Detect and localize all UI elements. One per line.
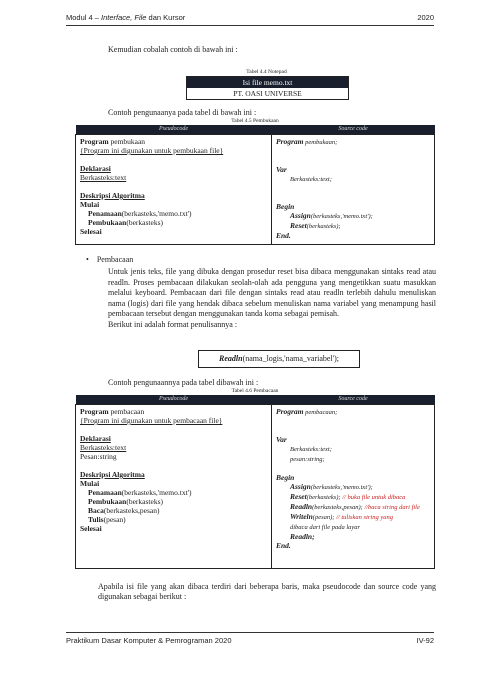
code-token: Selesai: [80, 227, 102, 236]
paragraph-pembacaan: [108, 267, 436, 330]
code-line: [80, 164, 267, 173]
code-token: pembacaan: [108, 407, 145, 416]
code-line: [80, 443, 267, 452]
code-token: Deskripsi Algoritma: [80, 191, 145, 200]
table45-head-pseudocode: Pseudocode: [76, 125, 272, 135]
page-header: [66, 13, 434, 26]
code-line: [276, 454, 430, 464]
code-line: [80, 137, 267, 146]
code-token: {Program ini digunakan untuk pembukaan file}: [80, 146, 224, 155]
code-token: Reset: [290, 221, 307, 230]
code-token: Penamaan: [88, 209, 122, 218]
format-keyword: Readln: [219, 354, 243, 363]
code-line: [80, 497, 267, 506]
code-line: [276, 165, 430, 174]
code-token: Program: [276, 407, 304, 416]
code-line: [80, 209, 267, 218]
code-line: [80, 227, 267, 236]
code-token: (berkasteks): [126, 218, 163, 227]
code-line: [276, 174, 430, 184]
code-token: Deskripsi Algoritma: [80, 470, 145, 479]
code-line: [80, 479, 267, 488]
code-line: [80, 515, 267, 524]
table-pembukaan: [75, 125, 435, 245]
code-line: [80, 191, 267, 200]
code-line: [276, 444, 430, 454]
intro-text: Kemudian cobalah contoh di bawah ini :: [108, 45, 238, 54]
notepad-box: [186, 76, 349, 100]
format-box: [198, 350, 360, 368]
code-line: [276, 211, 430, 221]
code-token: Begin: [276, 473, 295, 482]
caption-table-4-5: Tabel 4.5 Pembukaan: [231, 118, 279, 124]
code-token: Readln: [290, 502, 313, 511]
format-args: (nama_logis,'nama_variabel');: [242, 354, 339, 363]
code-token: Reset: [290, 492, 307, 501]
code-line: [276, 532, 430, 541]
code-token: Program: [80, 407, 109, 416]
code-token: dibaca dari file pada layar: [290, 524, 361, 531]
code-token: Berkasteks:text;: [290, 176, 332, 183]
table45-source-cell: [272, 135, 435, 245]
page-footer: [66, 632, 434, 645]
code-token: Assign: [290, 211, 311, 220]
code-token: End.: [276, 231, 291, 240]
code-token: Baca: [88, 506, 104, 515]
code-line: [276, 221, 430, 231]
code-token: Berkasteks:text;: [290, 446, 332, 453]
code-token: Program: [276, 137, 304, 146]
code-line: [80, 218, 267, 227]
code-line: [276, 231, 430, 240]
code-line: [80, 434, 267, 443]
table46-head-pseudocode: Pseudocode: [76, 395, 272, 405]
code-line: [276, 492, 430, 502]
footer-page-number: IV-92: [416, 636, 434, 645]
code-line: [80, 470, 267, 479]
header-year: 2020: [417, 13, 434, 22]
code-line: [80, 155, 267, 164]
notepad-content: PT. OASI UNIVERSE: [187, 88, 348, 99]
code-token: pembukaan: [108, 137, 146, 146]
code-token: Assign: [290, 482, 311, 491]
code-line: [80, 488, 267, 497]
code-line: [80, 200, 267, 209]
footer-title: Praktikum Dasar Komputer & Pemrograman 2020: [66, 636, 232, 645]
code-token: Pesan:string: [80, 452, 117, 461]
code-token: Deklarasi: [80, 434, 111, 443]
code-token: //baca string dari file: [362, 504, 420, 511]
code-token: {Program ini digunakan untuk pembacaan file}: [80, 416, 223, 425]
code-token: Selesai: [80, 524, 102, 533]
code-line: [276, 482, 430, 492]
code-line: [276, 184, 430, 193]
code-token: Deklarasi: [80, 164, 111, 173]
code-token: (berkasteks);: [306, 494, 341, 501]
code-token: pembukaan;: [303, 139, 338, 146]
header-title: Modul 4 – Interface, File dan Kursor: [66, 13, 186, 22]
code-line: [80, 461, 267, 470]
usage-text-2: Contoh pengunaannya pada tabel dibawah ini :: [108, 378, 259, 387]
code-token: (pesan): [103, 515, 126, 524]
code-token: pesan:string;: [290, 456, 325, 463]
code-token: Readln;: [290, 532, 315, 541]
code-line: [80, 182, 267, 191]
code-line: [80, 407, 267, 416]
code-token: Pembukaan: [88, 497, 127, 506]
code-token: Begin: [276, 202, 295, 211]
code-token: (berkasteks,pesan): [103, 506, 160, 515]
code-line: [276, 202, 430, 211]
code-line: [80, 146, 267, 155]
code-token: // buka file untuk dibaca: [340, 494, 406, 501]
paragraph-body: Untuk jenis teks, file yang dibuka dengan prosedur reset bisa dibaca menggunakan sintaks read atau readln. Proses pembacaan dilakukan seolah-olah ada pengguna yang mengetikkan suatu masukkan melalui keyboard. Pembacaan dari file dengan sintaks read atau readln terlebih dahulu menuliskan nama (logis) dari file yang hendak dibaca sebelum menuliskan nama variabel yang menampung hasil pembacaan tersebut dengan menggunakan tanda koma sebagai pemisah.: [108, 267, 436, 318]
code-token: Berkasteks:text: [80, 173, 127, 182]
code-token: (berkasteks,pesan);: [312, 504, 363, 511]
table45-pseudocode-cell: [76, 135, 272, 245]
bullet-pembacaan: • Pembacaan: [86, 255, 134, 264]
code-token: Tulis: [88, 515, 104, 524]
code-token: Var: [276, 435, 287, 444]
code-token: (pesan);: [312, 514, 335, 521]
caption-table-4-6: Tabel 4.6 Pembacaan: [231, 388, 279, 394]
notepad-title: Isi file memo.txt: [187, 77, 348, 88]
code-line: [80, 452, 267, 461]
code-token: Var: [276, 165, 287, 174]
code-line: [276, 512, 430, 522]
closing-text: Apabila isi file yang akan dibaca terdiri dari beberapa baris, maka pseudocode dan source code yang digunakan sebagai berikut :: [98, 582, 436, 601]
code-line: [276, 417, 430, 426]
code-line: [80, 524, 267, 533]
code-line: [276, 193, 430, 202]
table46-pseudocode-cell: [76, 405, 272, 569]
code-line: [276, 137, 430, 147]
table-pembacaan: [75, 395, 435, 569]
code-token: Mulai: [80, 200, 100, 209]
code-line: [276, 435, 430, 444]
paragraph-format-intro: Berikut ini adalah format penulisannya :: [108, 319, 238, 329]
code-token: (berkasteks,'memo.txt');: [310, 484, 373, 491]
code-line: [276, 464, 430, 473]
code-token: pembacaan;: [303, 409, 338, 416]
code-line: [276, 426, 430, 435]
table46-source-cell: [272, 405, 435, 569]
caption-table-4-4: Tabel 4.4 Notepad: [246, 69, 287, 75]
code-token: (berkasteks): [126, 497, 163, 506]
code-token: // tuliskan string yang: [334, 514, 393, 521]
code-token: Writeln: [290, 512, 313, 521]
code-line: [276, 147, 430, 156]
table46-head-sourcecode: Source code: [272, 395, 435, 405]
code-line: [80, 173, 267, 182]
code-token: (berkasteks,'memo.txt'): [121, 209, 192, 218]
code-line: [276, 156, 430, 165]
code-line: [80, 416, 267, 425]
code-line: [276, 541, 430, 550]
code-line: [276, 473, 430, 482]
code-token: Penamaan: [88, 488, 122, 497]
code-token: Pembukaan: [88, 218, 127, 227]
code-line: [80, 425, 267, 434]
code-token: (berkasteks);: [306, 223, 341, 230]
code-token: Berkasteks:text: [80, 443, 127, 452]
code-line: [80, 506, 267, 515]
usage-text-1: Contoh pengunaanya pada tabel di bawah ini :: [108, 108, 257, 117]
code-line: [276, 407, 430, 417]
code-line: [276, 502, 430, 512]
code-token: (berkasteks,'memo.txt');: [310, 213, 373, 220]
code-token: Mulai: [80, 479, 100, 488]
closing-paragraph: [98, 582, 436, 602]
code-token: Program: [80, 137, 109, 146]
table45-head-sourcecode: Source code: [272, 125, 435, 135]
code-token: End.: [276, 541, 291, 550]
code-token: (berkasteks,'memo.txt'): [121, 488, 192, 497]
code-line: [276, 522, 430, 532]
